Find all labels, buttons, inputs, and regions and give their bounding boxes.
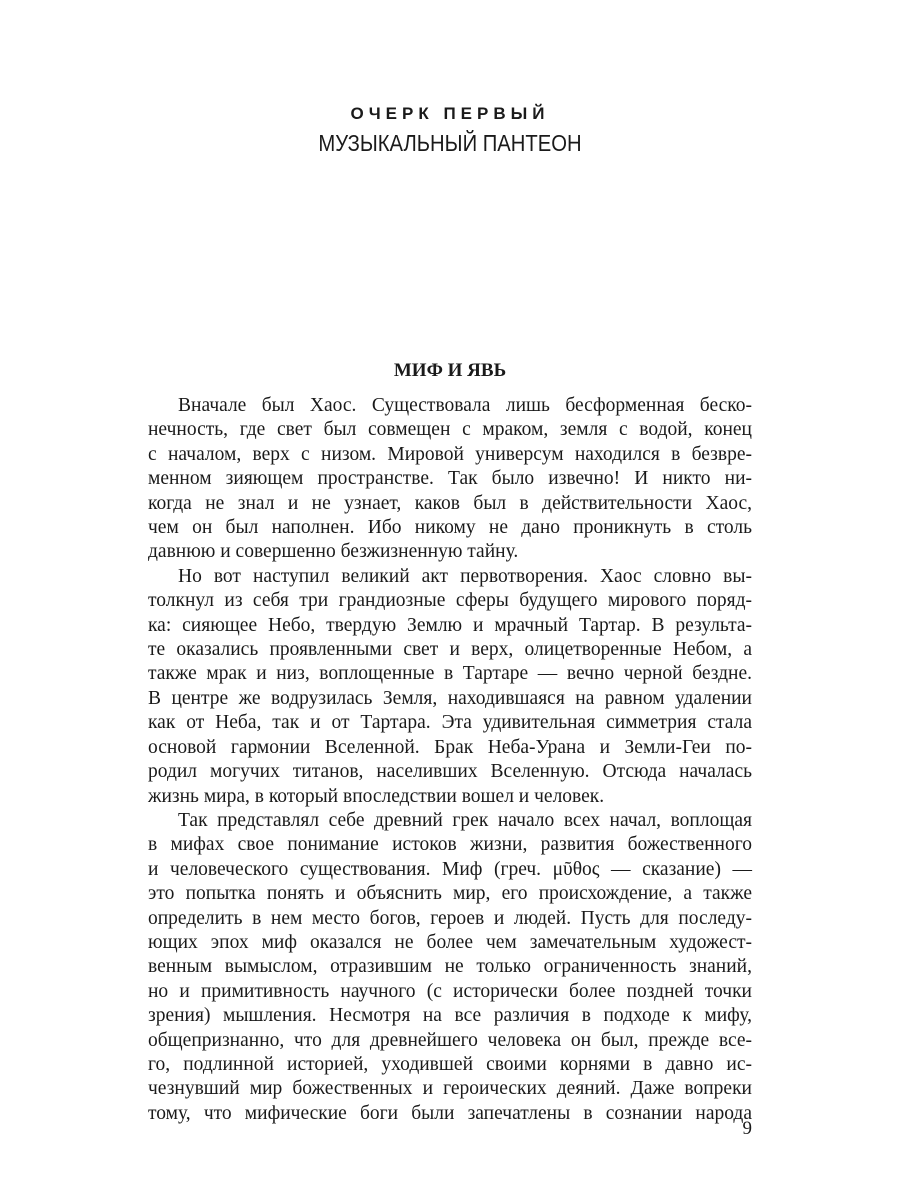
paragraph: [148, 809, 752, 1126]
text-line: менном зияющем пространстве. Так было извечно! И никто ни-: [148, 468, 752, 490]
text-line: жизнь мира, в который впоследствии вошел и человек.: [148, 785, 605, 807]
paragraph: [148, 394, 752, 565]
text-line: ка: сияющее Небо, твердую Землю и мрачный Тартар. В результа-: [148, 614, 752, 636]
paragraph: [148, 565, 752, 809]
text-line: давнюю и совершенно безжизненную тайну.: [148, 541, 519, 563]
text-line: В центре же водрузилась Земля, находившаяся на равном удалении: [148, 687, 752, 709]
text-line: зрения) мышления. Несмотря на все различия в подходе к мифу,: [148, 1005, 752, 1027]
text-line: Вначале был Хаос. Существовала лишь бесформенная беско-: [178, 395, 752, 416]
text-line: основой гармонии Вселенной. Брак Неба-Урана и Земли-Геи по-: [148, 736, 752, 758]
text-line: чем он был наполнен. Ибо никому не дано проникнуть в столь: [148, 517, 752, 539]
text-line: но и примитивность научного (с исторически более поздней точки: [148, 980, 752, 1002]
text-line: с началом, верх с низом. Мировой универсум находился в безвре-: [148, 443, 752, 465]
body-text: [148, 394, 752, 1126]
text-line: как от Неба, так и от Тартара. Эта удивительная симметрия стала: [148, 712, 752, 734]
text-line: толкнул из себя три грандиозные сферы будущего мирового поряд-: [148, 590, 752, 612]
chapter-title: МУЗЫКАЛЬНЫЙ ПАНТЕОН: [318, 130, 582, 156]
text-line: также мрак и низ, воплощенные в Тартаре — вечно черной бездне.: [148, 663, 752, 685]
text-line: ющих эпох миф оказался не более чем замечательным художест-: [148, 931, 752, 953]
chapter-label: ОЧЕРК ПЕРВЫЙ: [350, 104, 550, 123]
text-line: нечность, где свет был совмещен с мраком, земля с водой, конец: [148, 419, 752, 441]
text-line: это попытка понять и объяснить мир, его происхождение, а также: [148, 883, 752, 905]
text-line: родил могучих титанов, населивших Вселенную. Отсюда началась: [148, 761, 752, 783]
text-line: Так представлял себе древний грек начало всех начал, воплощая: [178, 809, 752, 831]
text-line: те оказались проявленными свет и верх, олицетворенные Небом, а: [148, 639, 752, 661]
text-line: го, подлинной историей, уходившей своими корнями в давно ис-: [148, 1053, 752, 1075]
text-line: определить в нем место богов, героев и людей. Пусть для последу-: [148, 907, 752, 929]
text-line: общепризнанно, что для древнейшего человека он был, прежде все-: [148, 1029, 752, 1051]
page-number: 9: [742, 1118, 752, 1139]
text-line: венным вымыслом, отразившим не только ограниченность знаний,: [148, 956, 752, 978]
text-line: и человеческого существования. Миф (греч. μῦθος — сказание) —: [148, 858, 752, 880]
text-line: Но вот наступил великий акт первотворения. Хаос словно вы-: [178, 565, 752, 587]
text-line: в мифах свое понимание истоков жизни, развития божественного: [148, 834, 752, 856]
text-line: тому, что мифические боги были запечатлены в сознании народа: [148, 1102, 752, 1124]
text-line: чезнувший мир божественных и героических деяний. Даже вопреки: [148, 1078, 752, 1100]
section-heading: МИФ И ЯВЬ: [393, 360, 507, 381]
text-line: когда не знал и не узнает, каков был в действительности Хаос,: [148, 492, 752, 514]
